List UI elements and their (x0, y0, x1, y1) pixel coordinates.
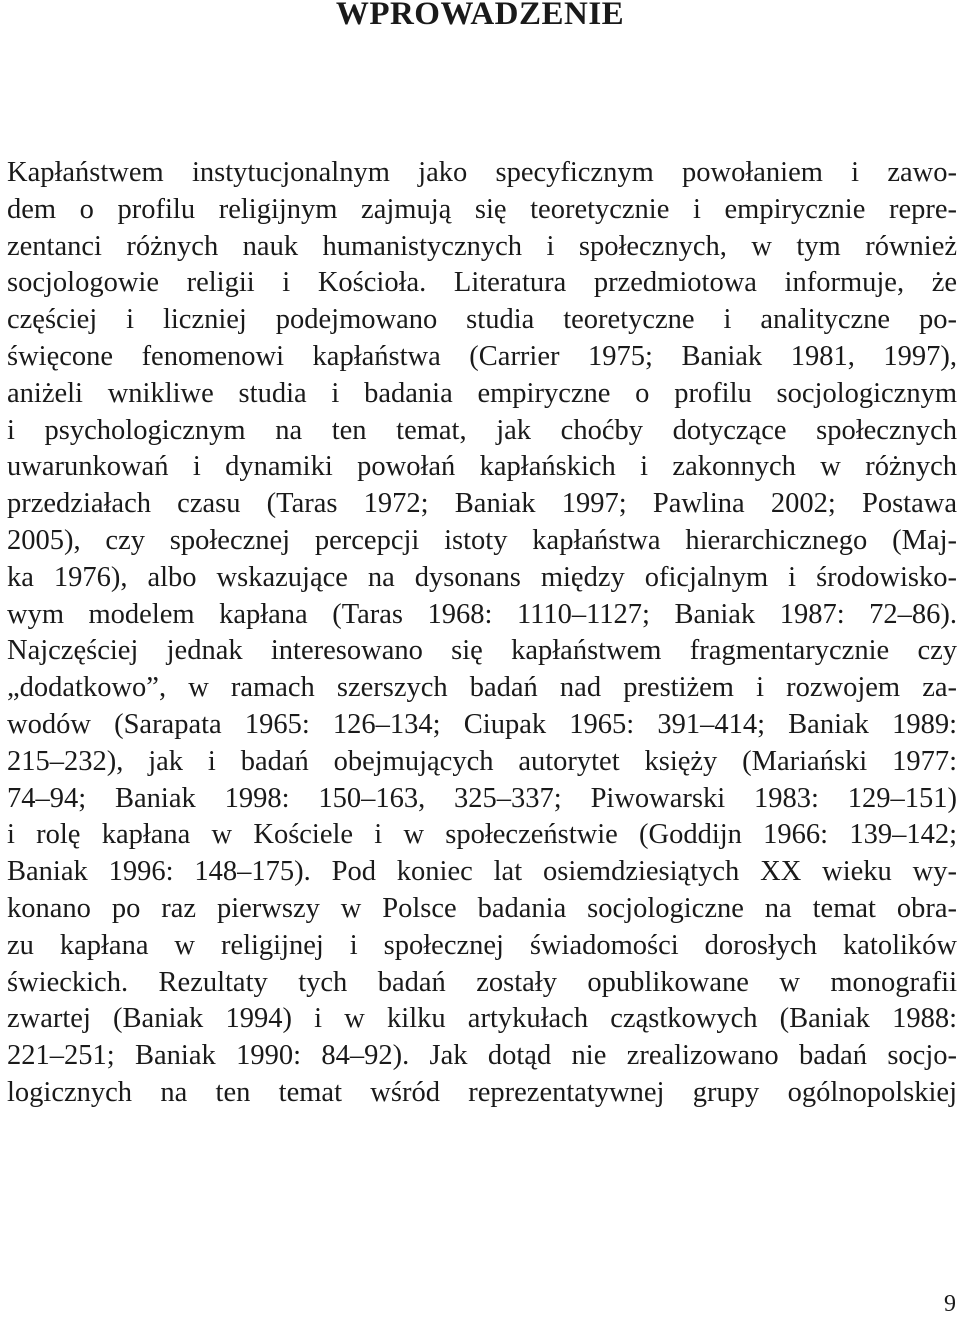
text-line: Kapłaństwem instytucjonalnym jako specyficznym powołaniem i zawo- (7, 157, 957, 188)
text-line: 2005), czy społecznej percepcji istoty kapłaństwa hierarchicznego (Maj- (7, 524, 957, 556)
text-line: świeckich. Rezultaty tych badań zostały opublikowane w monografii (7, 966, 957, 998)
text-line: zwartej (Baniak 1994) i w kilku artykułach cząstkowych (Baniak 1988: (7, 1003, 957, 1035)
text-line: przedziałach czasu (Taras 1972; Baniak 1997; Pawlina 2002; Postawa (7, 488, 957, 520)
text-line: 215–232), jak i badań obejmujących autorytet księży (Mariański 1977: (7, 745, 957, 777)
text-line: wodów (Sarapata 1965: 126–134; Ciupak 1965: 391–414; Baniak 1989: (7, 708, 957, 740)
text-line: ka 1976), albo wskazujące na dysonans między oficjalnym i środowisko- (7, 561, 957, 593)
text-line: aniżeli wnikliwe studia i badania empiryczne o profilu socjologicznym (7, 377, 957, 409)
text-line: 221–251; Baniak 1990: 84–92). Jak dotąd nie zrealizowano badań socjo- (7, 1040, 957, 1072)
text-line: Najczęściej jednak interesowano się kapłaństwem fragmentarycznie czy (7, 635, 957, 667)
text-line: socjologowie religii i Kościoła. Literatura przedmiotowa informuje, że (7, 267, 957, 299)
text-line: „dodatkowo”, w ramach szerszych badań nad prestiżem i rozwojem za- (7, 672, 957, 704)
text-line: dem o profilu religijnym zajmują się teoretycznie i empirycznie repre- (7, 193, 957, 225)
page-number: 9 (944, 1291, 956, 1317)
text-line: wym modelem kapłana (Taras 1968: 1110–1127; Baniak 1987: 72–86). (7, 598, 957, 630)
text-line: zentanci różnych nauk humanistycznych i społecznych, w tym również (7, 230, 957, 262)
body-paragraph (7, 155, 957, 1112)
page-title: WPROWADZENIE (335, 0, 625, 32)
text-line: i rolę kapłana w Kościele i w społeczeństwie (Goddijn 1966: 139–142; (7, 819, 957, 851)
text-line: święcone fenomenowi kapłaństwa (Carrier 1975; Baniak 1981, 1997), (7, 340, 957, 372)
text-line: uwarunkowań i dynamiki powołań kapłańskich i zakonnych w różnych (7, 451, 957, 483)
text-line: częściej i liczniej podejmowano studia teoretyczne i analityczne po- (7, 304, 957, 336)
text-line: Baniak 1996: 148–175). Pod koniec lat osiemdziesiątych XX wieku wy- (7, 856, 957, 888)
text-line: zu kapłana w religijnej i społecznej świadomości dorosłych katolików (7, 929, 957, 961)
text-line: 74–94; Baniak 1998: 150–163, 325–337; Piwowarski 1983: 129–151) (7, 782, 957, 814)
text-line: logicznych na ten temat wśród reprezentatywnej grupy ogólnopolskiej (7, 1076, 957, 1108)
text-line: konano po raz pierwszy w Polsce badania socjologiczne na temat obra- (7, 892, 957, 924)
text-line: i psychologicznym na ten temat, jak choćby dotyczące społecznych (7, 414, 957, 446)
